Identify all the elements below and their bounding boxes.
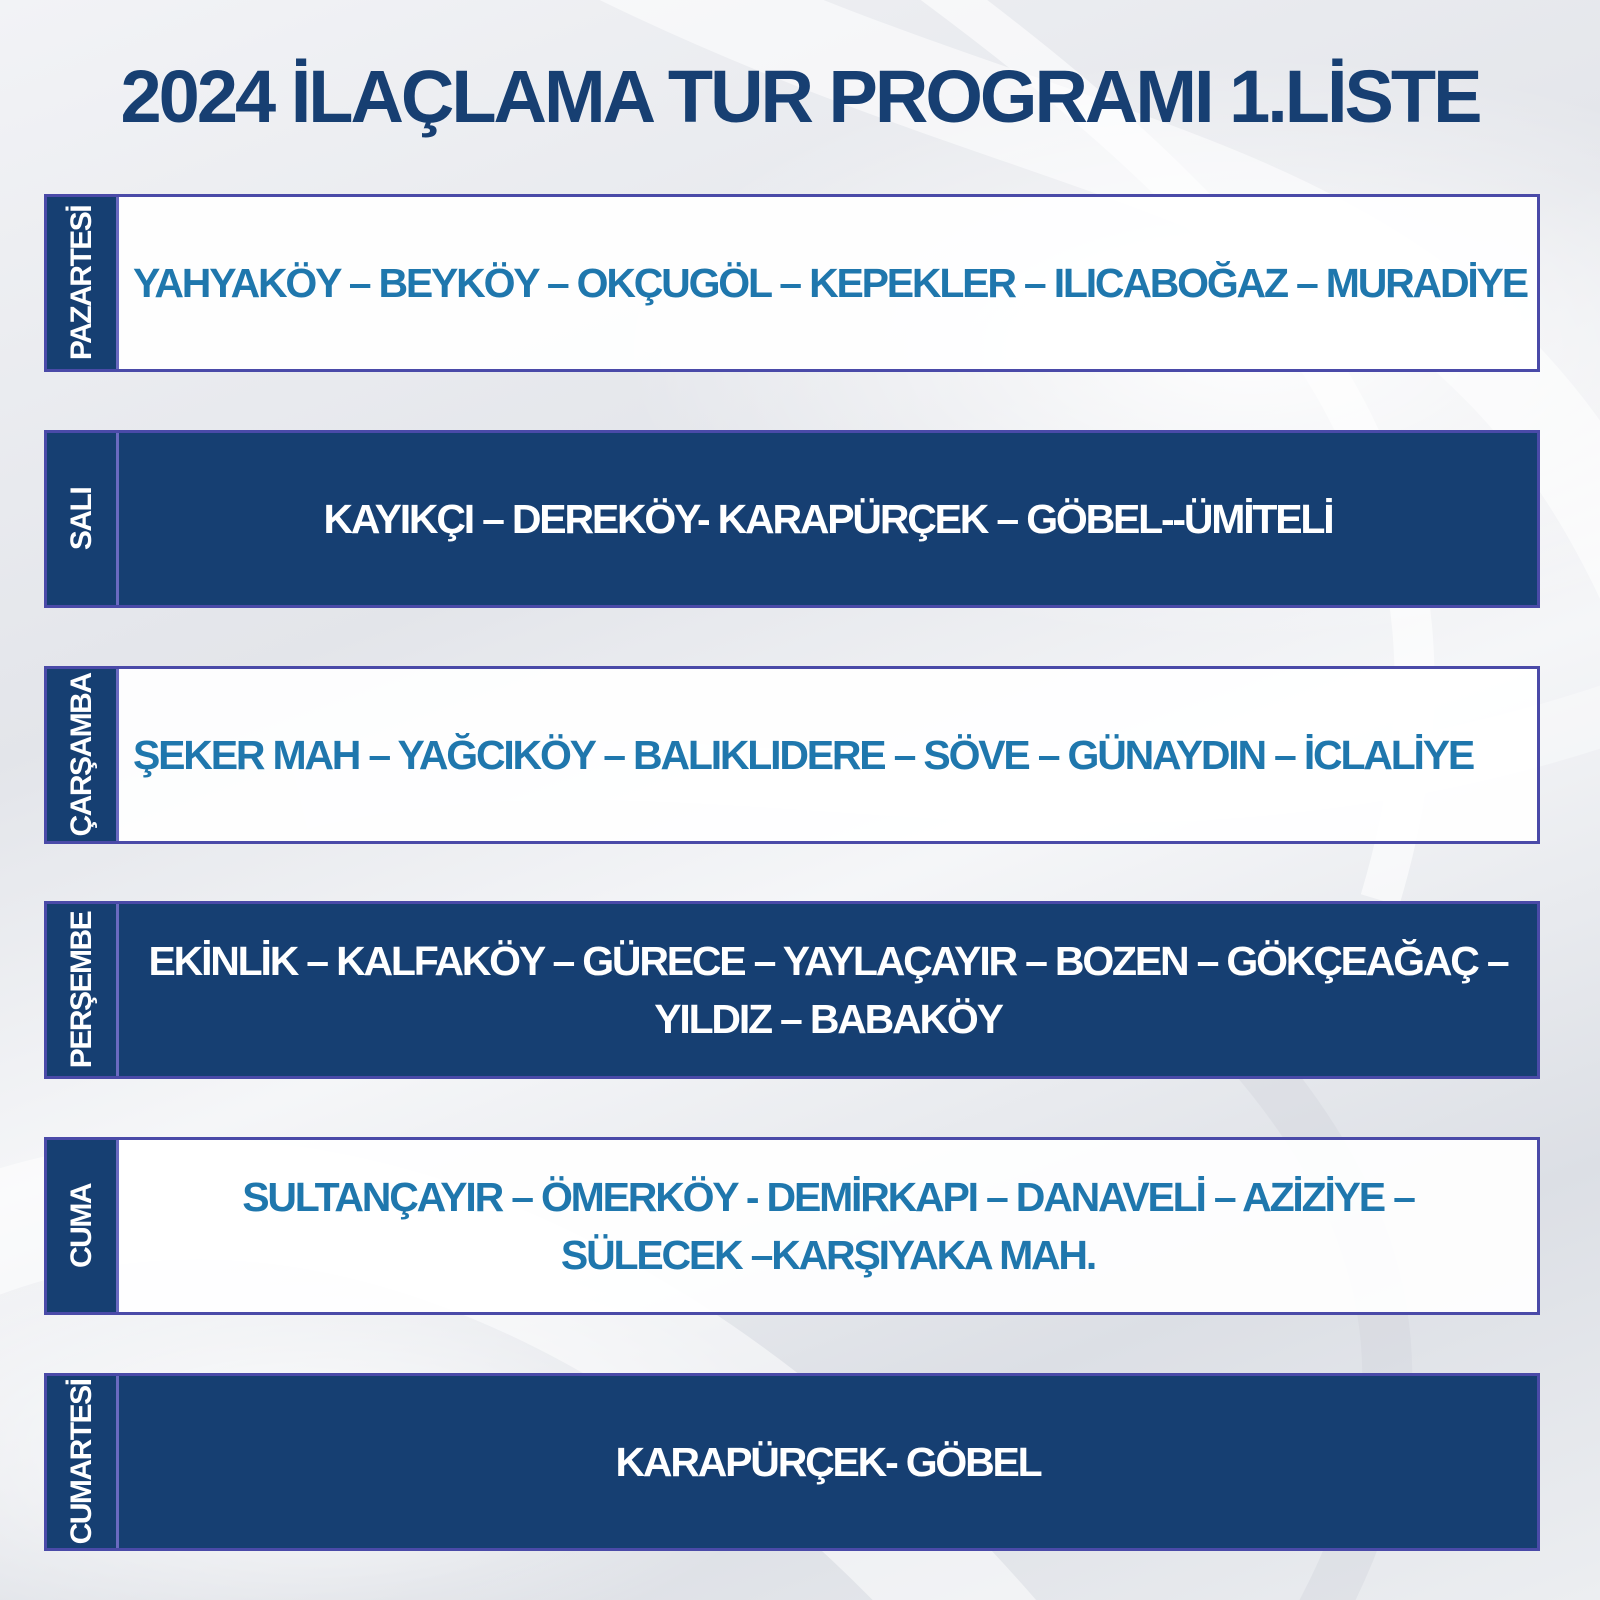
areas-text: ŞEKER MAH – YAĞCIKÖY – BALIKLIDERE – SÖVE – GÜNAYDIN – İCLALİYE	[133, 732, 1474, 778]
day-cell	[47, 1376, 119, 1548]
schedule-row-tuesday	[44, 430, 1540, 608]
day-label: SALI	[64, 487, 98, 551]
areas-text: KAYIKÇI – DEREKÖY- KARAPÜRÇEK – GÖBEL--ÜMİTELİ	[323, 496, 1333, 542]
areas-text: KARAPÜRÇEK- GÖBEL	[615, 1439, 1041, 1485]
day-label: CUMA	[64, 1184, 98, 1268]
schedule-row-monday	[44, 194, 1540, 372]
areas-text: YAHYAKÖY – BEYKÖY – OKÇUGÖL – KEPEKLER – ILICABOĞAZ – MURADİYE	[133, 260, 1527, 306]
day-label: PERŞEMBE	[64, 911, 98, 1069]
day-cell	[47, 197, 119, 369]
day-label: ÇARŞAMBA	[64, 673, 98, 837]
day-cell	[47, 669, 119, 841]
areas-text: SULTANÇAYIR – ÖMERKÖY - DEMİRKAPI – DANAVELİ – AZİZİYE – SÜLECEK –KARŞIYAKA MAH.	[242, 1174, 1414, 1278]
day-label: CUMARTESİ	[64, 1379, 98, 1545]
schedule-row-friday	[44, 1137, 1540, 1315]
day-cell	[47, 433, 119, 605]
day-cell	[47, 904, 119, 1076]
day-label: PAZARTESİ	[64, 205, 98, 361]
areas-text: EKİNLİK – KALFAKÖY – GÜRECE – YAYLAÇAYIR – BOZEN – GÖKÇEAĞAÇ – YILDIZ – BABAKÖY	[148, 938, 1508, 1042]
page-title: 2024 İLAÇLAMA TUR PROGRAMI 1.LİSTE	[120, 55, 1480, 138]
schedule-row-thursday	[44, 901, 1540, 1079]
day-cell	[47, 1140, 119, 1312]
schedule-row-saturday	[44, 1373, 1540, 1551]
schedule-row-wednesday	[44, 666, 1540, 844]
